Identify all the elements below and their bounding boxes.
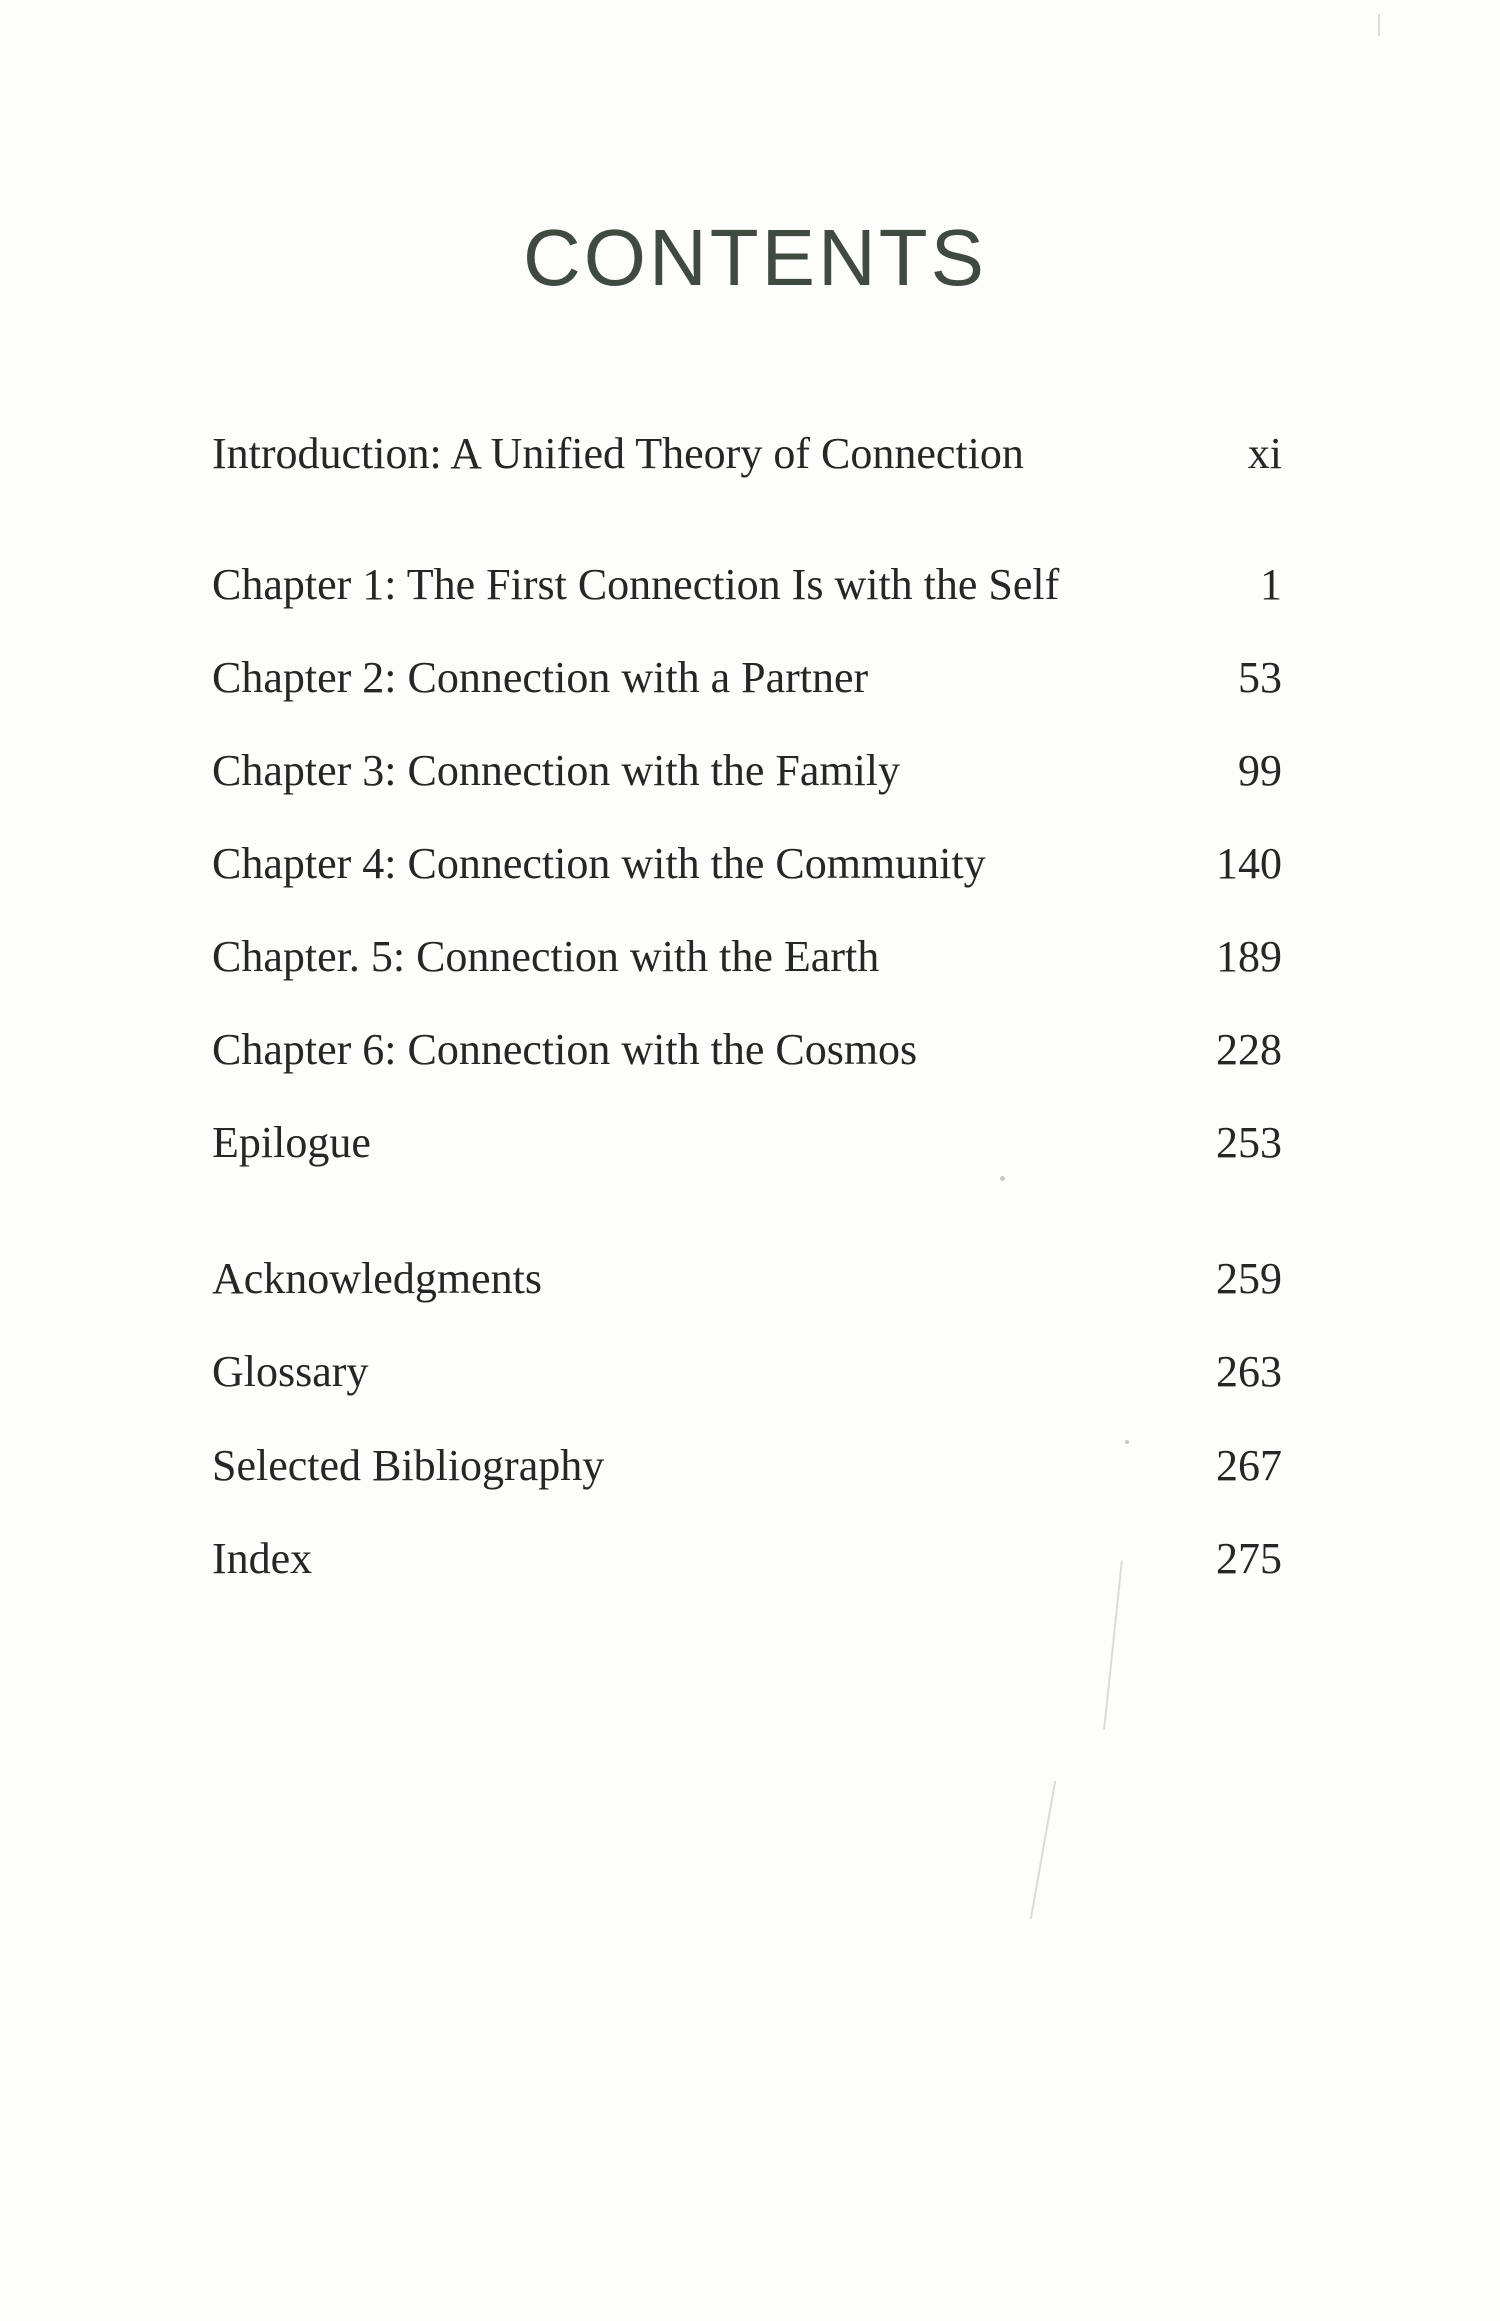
- toc-entry-page: 259: [1216, 1254, 1282, 1303]
- toc-entry-page: 99: [1238, 746, 1282, 795]
- paper-crease: [1378, 14, 1380, 36]
- toc-entry-page: 53: [1238, 653, 1282, 702]
- toc-entry-chapter-4: [212, 839, 1282, 888]
- toc-entry-page: 140: [1216, 839, 1282, 888]
- toc-entry-acknowledgments: [212, 1254, 1282, 1303]
- toc-entry-chapter-2: [212, 653, 1282, 702]
- toc-entry-bibliography: [212, 1441, 1282, 1490]
- toc-entry-label: Chapter 6: Connection with the Cosmos: [212, 1025, 918, 1074]
- toc-entry-label: Acknowledgments: [212, 1254, 542, 1303]
- paper-crease: [1030, 1781, 1056, 1919]
- toc-entry-introduction: [212, 429, 1282, 478]
- toc-entry-chapter-6: [212, 1025, 1282, 1074]
- toc-entry-chapter-3: [212, 746, 1282, 795]
- toc-entry-label: Chapter 2: Connection with a Partner: [212, 653, 869, 702]
- toc-entry-page: 189: [1216, 932, 1282, 981]
- toc-entry-label: Index: [212, 1534, 313, 1583]
- toc-entry-label: Epilogue: [212, 1118, 371, 1167]
- toc-entry-label: Glossary: [212, 1347, 369, 1396]
- toc-entry-page: 1: [1260, 560, 1282, 609]
- page-title: CONTENTS: [523, 213, 987, 302]
- toc-entry-page: 253: [1216, 1118, 1282, 1167]
- scan-speck: [1125, 1440, 1129, 1444]
- toc-entry-label: Chapter 1: The First Connection Is with the Self: [212, 560, 1060, 609]
- toc-entry-glossary: [212, 1347, 1282, 1396]
- toc-entry-index: [212, 1534, 1282, 1583]
- toc-entry-page: 228: [1216, 1025, 1282, 1074]
- toc-entry-label: Chapter. 5: Connection with the Earth: [212, 932, 880, 981]
- scan-speck: [1000, 1176, 1005, 1181]
- toc-entry-page: xi: [1247, 429, 1282, 478]
- toc-entry-page: 275: [1216, 1534, 1282, 1583]
- toc-entry-label: Chapter 3: Connection with the Family: [212, 746, 901, 795]
- toc-entry-label: Selected Bibliography: [212, 1441, 605, 1490]
- toc-entry-label: Chapter 4: Connection with the Community: [212, 839, 986, 888]
- toc-entry-epilogue: [212, 1118, 1282, 1167]
- paper-crease: [1103, 1560, 1123, 1729]
- toc-entry-chapter-1: [212, 560, 1282, 609]
- toc-entry-label: Introduction: A Unified Theory of Connection: [212, 429, 1024, 478]
- toc-entry-page: 267: [1216, 1441, 1282, 1490]
- toc-entry-page: 263: [1216, 1347, 1282, 1396]
- toc-entry-chapter-5: [212, 932, 1282, 981]
